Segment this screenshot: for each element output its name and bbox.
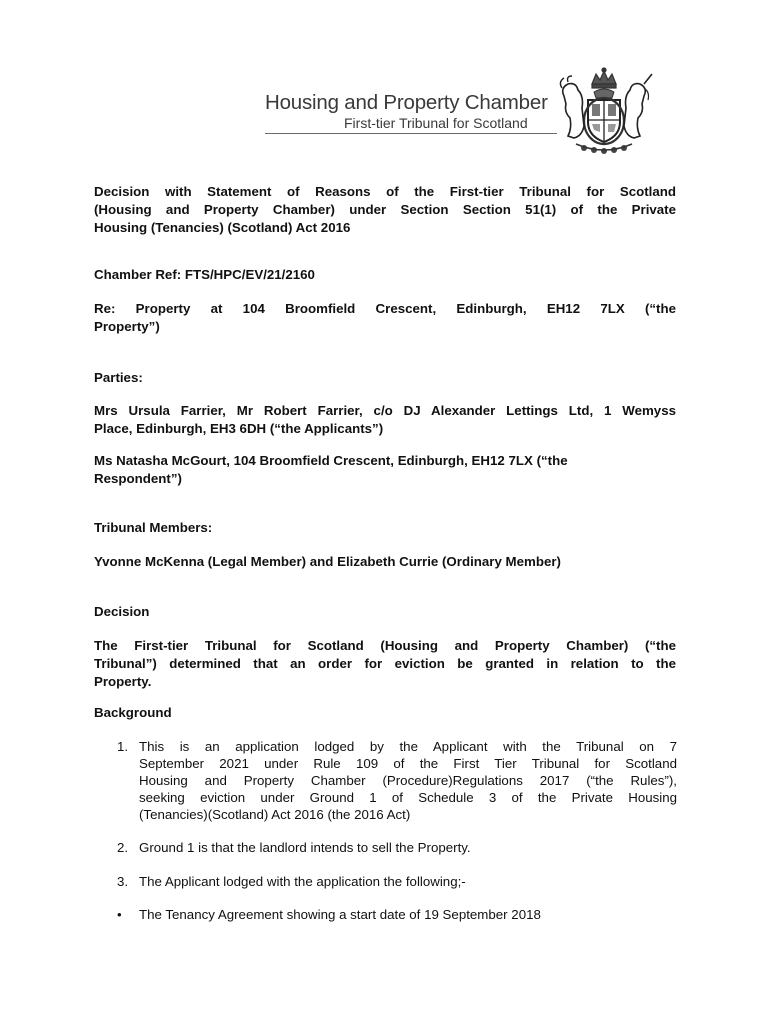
decision-line: Property.: [94, 674, 152, 689]
respondent: [94, 452, 676, 488]
list-item: [117, 839, 677, 857]
parties-heading: Parties:: [94, 370, 143, 385]
org-name: Housing and Property Chamber: [265, 91, 548, 114]
tribunal-members: Yvonne McKenna (Legal Member) and Elizabeth Currie (Ordinary Member): [94, 554, 561, 569]
list-item: [117, 873, 677, 891]
list-item-line: September 2021 under Rule 109 of the First Tier Tribunal for Scotland: [139, 756, 677, 771]
respondent-line: Ms Natasha McGourt, 104 Broomfield Crescent, Edinburgh, EH12 7LX (“the: [94, 453, 568, 468]
decision-line: Tribunal”) determined that an order for eviction be granted in relation to the: [94, 656, 676, 671]
org-subtitle: First-tier Tribunal for Scotland: [344, 115, 528, 131]
title-line: Housing (Tenancies) (Scotland) Act 2016: [94, 220, 351, 235]
title-line: (Housing and Property Chamber) under Section Section 51(1) of the Private: [94, 202, 676, 217]
decision-title: [94, 183, 676, 237]
chamber-ref: Chamber Ref: FTS/HPC/EV/21/2160: [94, 267, 315, 282]
list-item-number: 1.: [117, 739, 129, 754]
letterhead: [262, 60, 662, 160]
royal-coat-of-arms-icon: [554, 66, 654, 156]
applicants: [94, 402, 676, 438]
list-item-number: 2.: [117, 840, 129, 855]
list-item-line: seeking eviction under Ground 1 of Schedule 3 of the Private Housing: [139, 790, 677, 805]
respondent-line: Respondent”): [94, 471, 182, 486]
list-item-line: Housing and Property Chamber (Procedure)Regulations 2017 (“the Rules”),: [139, 773, 677, 788]
bullet-icon: •: [117, 907, 122, 922]
background-heading: Background: [94, 705, 172, 720]
title-line: Decision with Statement of Reasons of the First-tier Tribunal for Scotland: [94, 184, 676, 199]
list-item-number: 3.: [117, 874, 129, 889]
list-item-line: (Tenancies)(Scotland) Act 2016 (the 2016 Act): [139, 807, 411, 822]
property-reference: [94, 300, 676, 336]
list-item: [117, 906, 677, 924]
list-item: [117, 738, 677, 828]
list-item-line: The Applicant lodged with the application the following;-: [139, 874, 466, 889]
letterhead-rule: [265, 133, 557, 134]
list-item-line: Ground 1 is that the landlord intends to sell the Property.: [139, 840, 471, 855]
list-item-line: The Tenancy Agreement showing a start date of 19 September 2018: [139, 907, 541, 922]
decision-heading: Decision: [94, 604, 150, 619]
applicants-line: Mrs Ursula Farrier, Mr Robert Farrier, c/o DJ Alexander Lettings Ltd, 1 Wemyss: [94, 403, 676, 418]
list-item-line: This is an application lodged by the Applicant with the Tribunal on 7: [139, 739, 677, 754]
tribunal-members-heading: Tribunal Members:: [94, 520, 213, 535]
decision-text: [94, 637, 676, 691]
decision-line: The First-tier Tribunal for Scotland (Housing and Property Chamber) (“the: [94, 638, 676, 653]
property-line: Property”): [94, 319, 160, 334]
property-line: Re: Property at 104 Broomfield Crescent, Edinburgh, EH12 7LX (“the: [94, 301, 676, 316]
applicants-line: Place, Edinburgh, EH3 6DH (“the Applicants”): [94, 421, 384, 436]
